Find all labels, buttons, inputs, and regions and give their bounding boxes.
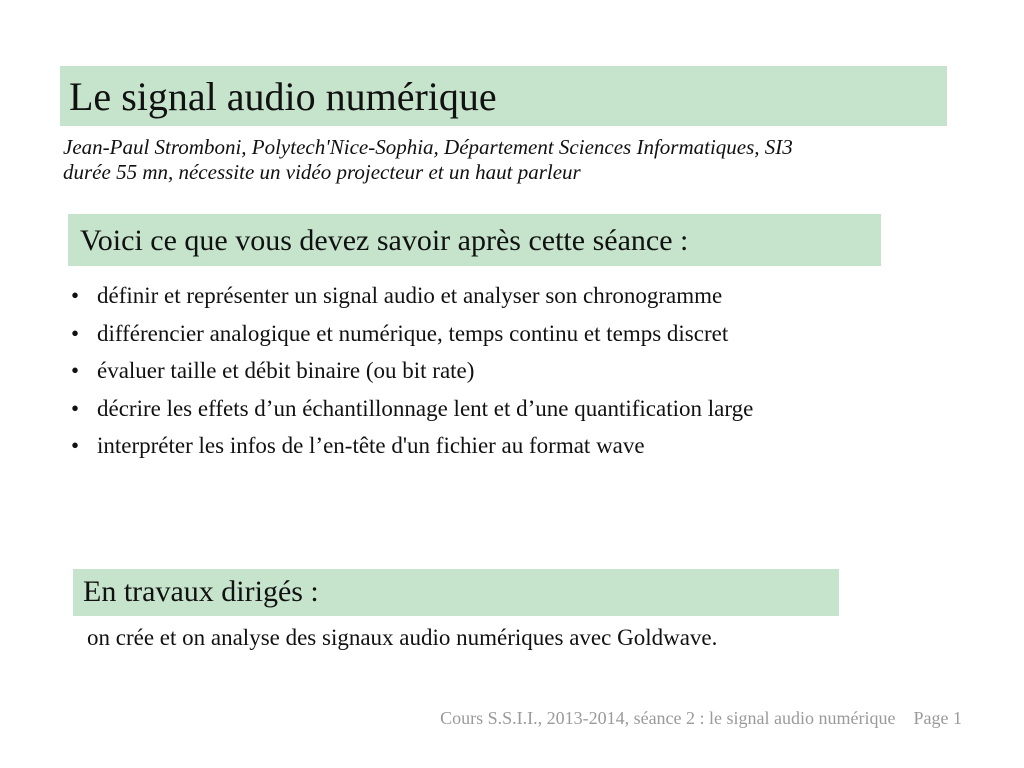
bullet-icon: • — [71, 433, 80, 458]
slide-title-box — [60, 66, 947, 126]
bullet-icon: • — [71, 283, 80, 308]
objective-item — [71, 352, 753, 390]
objectives-heading-box — [68, 214, 881, 266]
objective-item — [71, 427, 753, 465]
objective-text: interpréter les infos de l’en-tête d'un fichier au format wave — [97, 433, 645, 458]
slide-footer — [440, 706, 962, 730]
objectives-heading: Voici ce que vous devez savoir après cette séance : — [80, 224, 689, 257]
objective-text: évaluer taille et débit binaire (ou bit rate) — [97, 358, 475, 383]
objective-item — [71, 277, 753, 315]
page-number: Page 1 — [913, 708, 962, 728]
objectives-list — [71, 277, 753, 465]
footer-course: Cours S.S.I.I., 2013-2014, séance 2 : le signal audio numérique — [440, 708, 896, 728]
subtitle-line-duration: durée 55 mn, nécessite un vidéo projecteur et un haut parleur — [63, 160, 581, 184]
subtitle-line-author: Jean-Paul Stromboni, Polytech'Nice-Sophia, Département Sciences Informatiques, SI3 — [63, 135, 793, 159]
td-description: on crée et on analyse des signaux audio numériques avec Goldwave. — [87, 625, 718, 650]
objective-text: décrire les effets d’un échantillonnage lent et d’une quantification large — [97, 395, 754, 421]
slide-title: Le signal audio numérique — [69, 74, 497, 119]
bullet-icon: • — [71, 395, 80, 421]
objective-text: différencier analogique et numérique, temps continu et temps discret — [97, 320, 729, 346]
td-heading: En travaux dirigés : — [83, 575, 319, 608]
slide-subtitle — [63, 135, 963, 185]
bullet-icon: • — [71, 320, 80, 346]
objective-text: définir et représenter un signal audio et analyser son chronogramme — [97, 283, 723, 308]
objective-item — [71, 315, 753, 353]
td-heading-box — [73, 569, 839, 616]
bullet-icon: • — [71, 358, 80, 383]
objective-item — [71, 390, 753, 428]
